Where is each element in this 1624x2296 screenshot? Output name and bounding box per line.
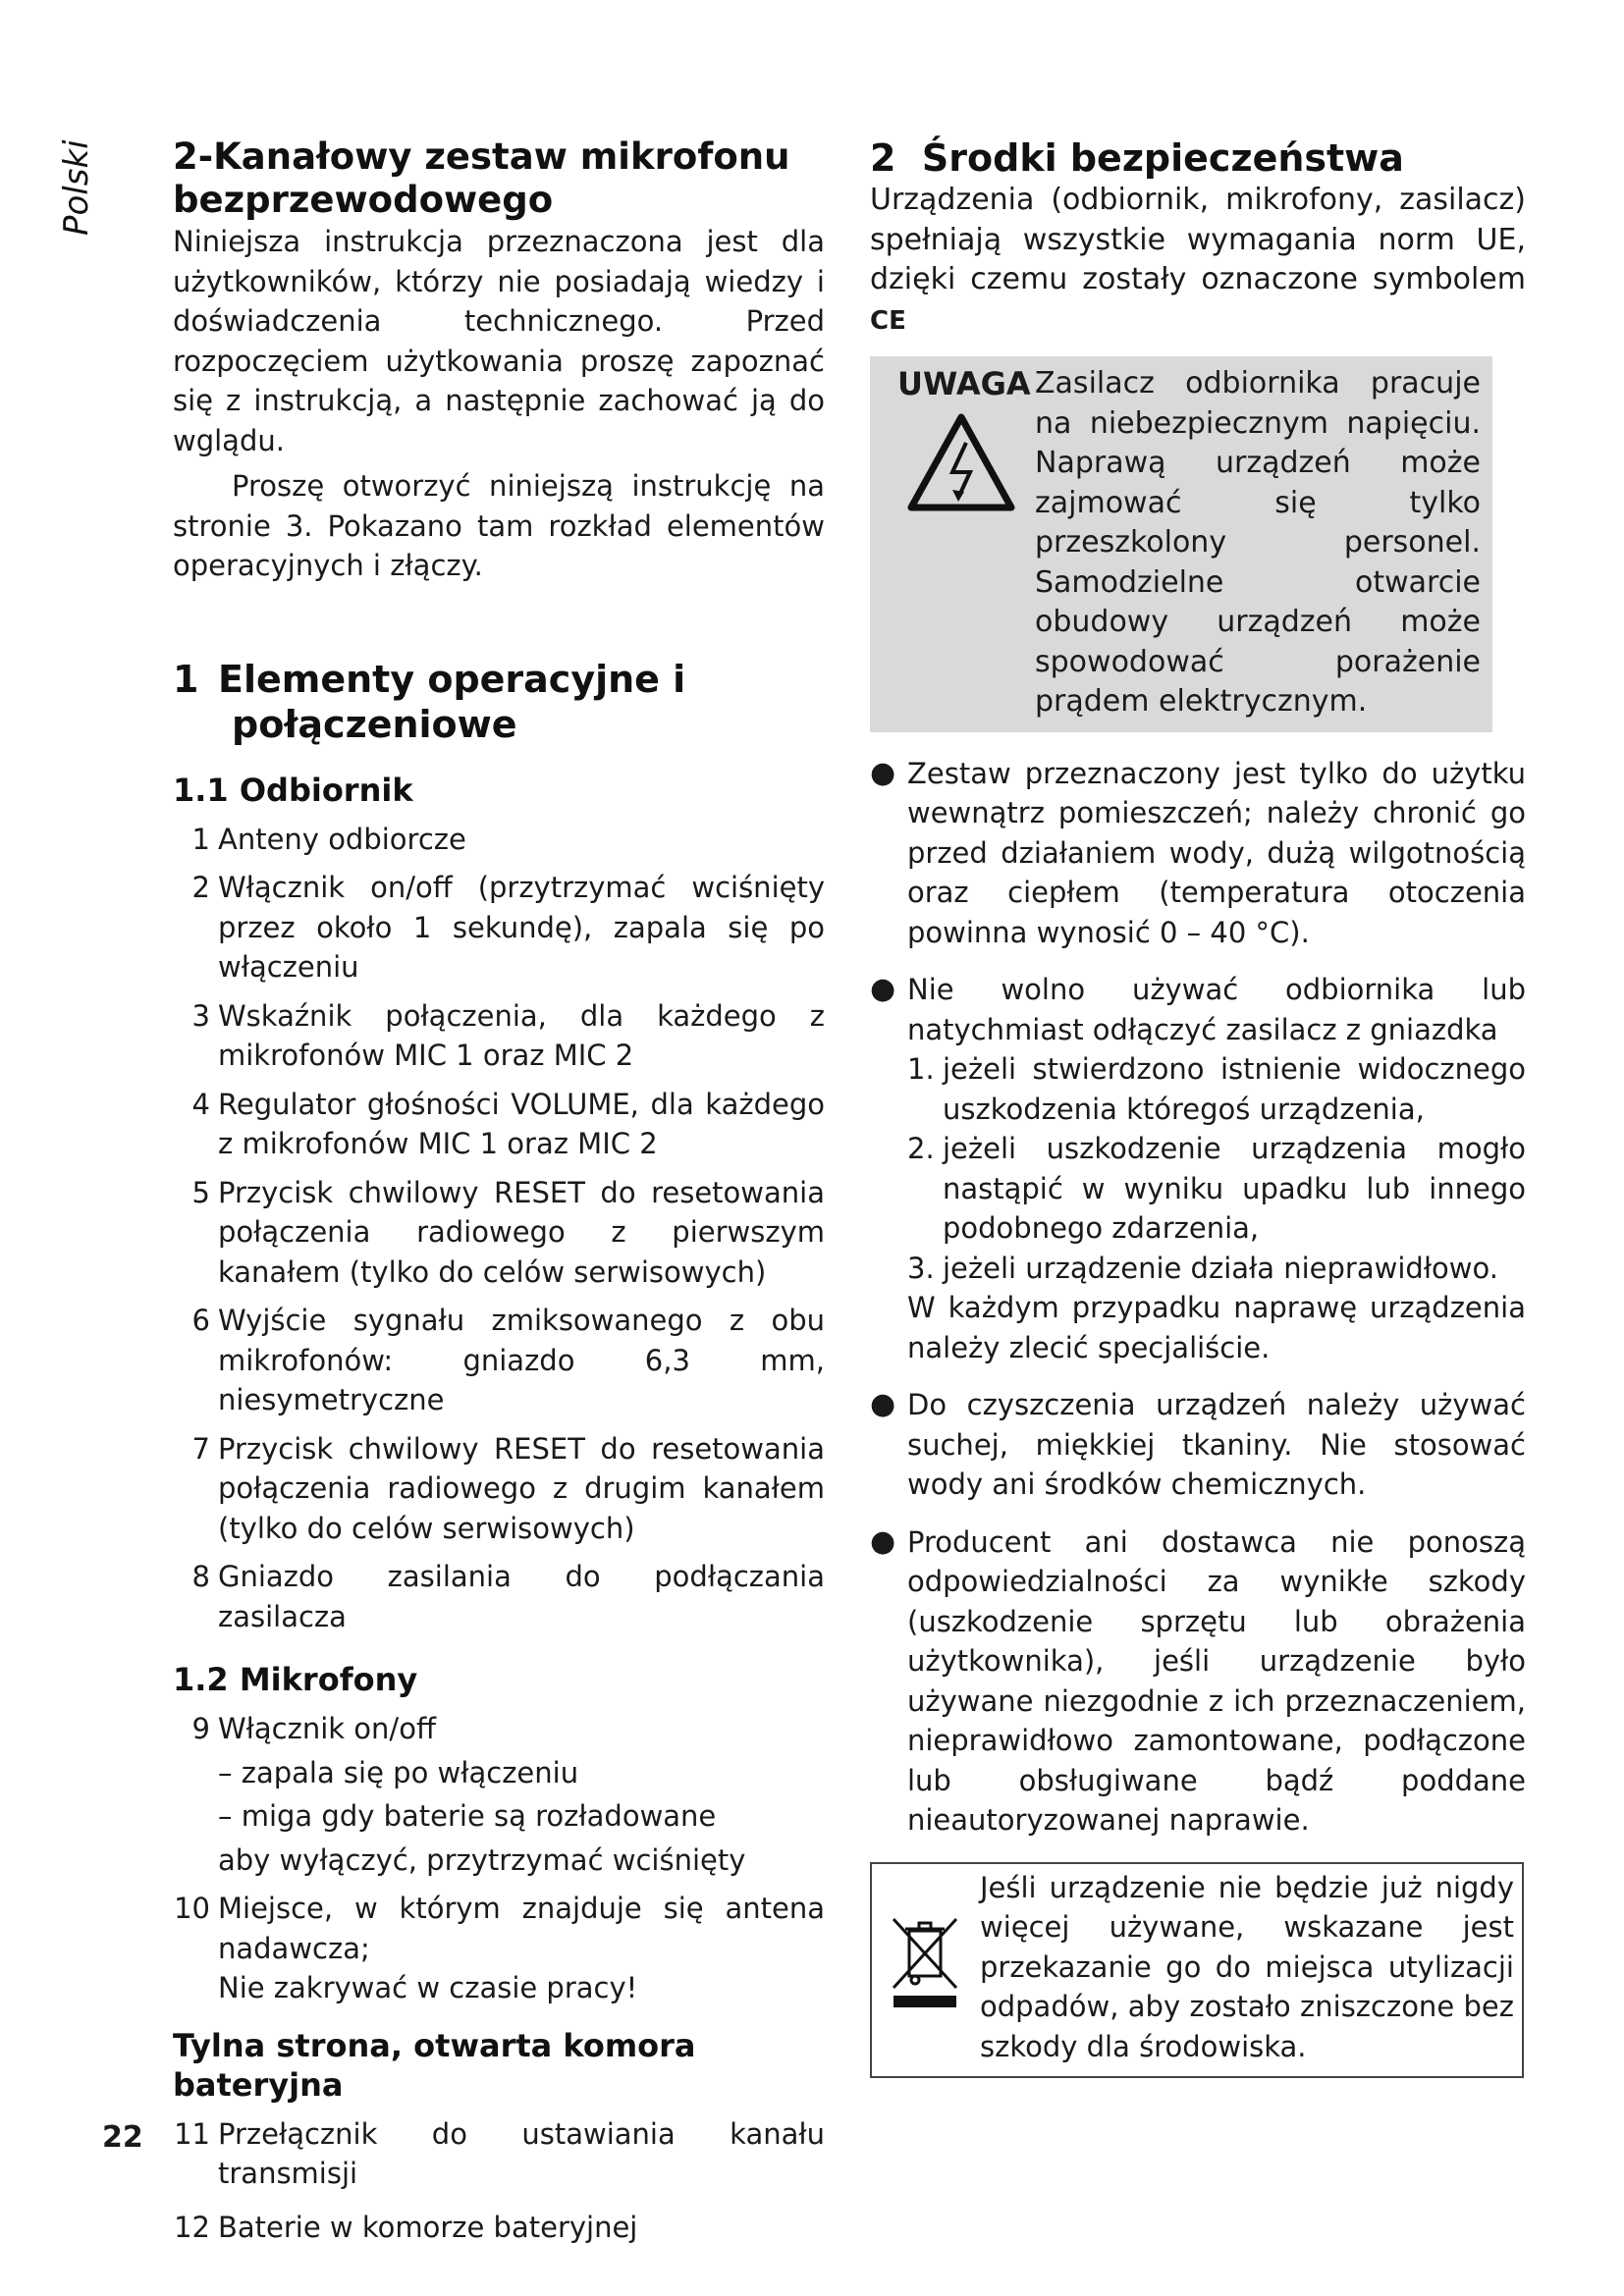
mic-item9-line2: – zapala się po włączeniu — [218, 1755, 579, 1789]
safety-bullet-1 — [870, 754, 1526, 953]
section2-intro-text: Urządzenia (odbiornik, mikrofony, zasilacz) spełniają wszystkie wymagania norm UE, dzięki czemu zostały oznaczone symbolem — [870, 183, 1526, 296]
page-number: 22 — [102, 2120, 143, 2155]
item-number: 8 — [191, 1560, 210, 1593]
right-column — [870, 135, 1526, 2078]
receiver-list — [173, 820, 825, 1637]
item-number: 4 — [191, 1087, 210, 1121]
item-number: 10 — [174, 1892, 210, 1925]
section1-number: 1 — [173, 657, 199, 701]
list-item — [173, 2208, 825, 2248]
item-text: Wskaźnik połączenia, dla każdego z mikrofonów MIC 1 oraz MIC 2 — [218, 998, 825, 1072]
section2-intro — [870, 181, 1526, 341]
sub-item-number: 1. — [907, 1052, 935, 1086]
item-number: 12 — [174, 2210, 210, 2244]
mic-item9-line4: aby wyłączyć, przytrzymać wciśnięty — [218, 1842, 746, 1877]
back-side-subtitle: Tylna strona, otwarta komora bateryjna — [173, 2026, 696, 2104]
warning-box — [870, 356, 1492, 732]
list-item — [173, 996, 825, 1076]
item-text: Anteny odbiorcze — [218, 822, 466, 856]
warning-left — [897, 364, 1035, 722]
item-text: Gniazdo zasilania do podłączania zasilacza — [218, 1560, 825, 1633]
bullet-text: Zestaw przeznaczony jest tylko do użytku wewnątrz pomieszczeń; należy chronić go przed działaniem wody, dużą wilgotnością oraz ciepłem (temperatura otoczenia powinna wynosić 0 – 40 °C). — [907, 756, 1526, 949]
list-item — [173, 2114, 825, 2194]
intro-paragraph-2: Proszę otworzyć niniejszą instrukcję na stronie 3. Pokazano tam rozkład elementów operacyjnych i złączy. — [173, 469, 825, 582]
safety-bullet-2 — [870, 970, 1526, 1367]
item-text: Przycisk chwilowy RESET do resetowania połączenia radiowego z drugim kanałem (tylko do celów serwisowych) — [218, 1431, 825, 1545]
mic-item10-line1: Miejsce, w którym znajduje się antena nadawcza; — [218, 1892, 825, 1965]
intro-title-line2: bezprzewodowego — [173, 179, 554, 221]
item-text: Regulator głośności VOLUME, dla każdego z mikrofonów MIC 1 oraz MIC 2 — [218, 1087, 825, 1160]
section2-title: 2 Środki bezpieczeństwa — [870, 136, 1404, 180]
list-item — [173, 1709, 825, 1880]
item-text — [218, 1889, 825, 2008]
item-text: Przycisk chwilowy RESET do resetowania połączenia radiowego z pierwszym kanałem (tylko do celów serwisowych) — [218, 1175, 825, 1289]
item-number: 2 — [191, 871, 210, 904]
language-side-label: Polski — [57, 139, 96, 236]
intro-title — [173, 135, 825, 222]
bullet-icon: ● — [870, 972, 896, 1006]
list-item — [173, 1557, 825, 1636]
bullet-text: Producent ani dostawca nie ponoszą odpowiedzialności za wynikłe szkody (uszkodzenie sprzętu lub obrażenia użytkownika), jeśli urządzenie było używane niezgodnie z ich przeznaczeniem, nieprawidłowo zamontowane, podłączone lub obsługiwane bądź poddane nieautoryzowanej naprawie. — [907, 1524, 1526, 1837]
item-number: 7 — [191, 1431, 210, 1466]
list-item — [173, 1301, 825, 1420]
microphones-subtitle: 1.2 Mikrofony — [173, 1661, 418, 1698]
disposal-notice-text: Jeśli urządzenie nie będzie już nigdy więcej używane, wskazane jest przekazanie go do miejsca utylizacji odpadów, aby zostało zniszczone bez szkody dla środowiska. — [980, 1870, 1514, 2063]
list-item — [173, 1429, 825, 1549]
list-item — [173, 820, 825, 860]
item-text: Włącznik on/off (przytrzymać wciśnięty przez około 1 sekundę), zapala się po włączeniu — [218, 871, 825, 984]
sub-item-number: 2. — [907, 1132, 935, 1165]
sub-item-number: 3. — [907, 1251, 935, 1285]
high-voltage-warning-icon — [907, 413, 1035, 515]
bullet-content — [907, 970, 1526, 1367]
disposal-notice-box — [870, 1862, 1524, 2079]
bullet2-sublist — [907, 1049, 1526, 1288]
section1-title-line1: Elementy operacyjne i — [218, 657, 686, 701]
item-text — [218, 1709, 825, 1880]
item-text: Przełącznik do ustawiania kanału transmisji — [218, 2116, 825, 2190]
item-number: 5 — [191, 1175, 210, 1209]
intro-paragraph-1: Niniejsza instrukcja przeznaczona jest dla użytkowników, którzy nie posiadają wiedzy i doświadczenia technicznego. Przed rozpoczęciem użytkowania proszę zapoznać się z instrukcją, a następnie zachować ją do wglądu. — [173, 225, 825, 457]
warning-text: Zasilacz odbiornika pracuje na niebezpiecznym napięciu. Naprawą urządzeń może zajmować się tylko przeszkolony personel. Samodzielne otwarcie obudowy urządzeń może spowodować porażenie prądem elektrycznym. — [1035, 366, 1481, 719]
mic-item10-line2: Nie zakrywać w czasie pracy! — [218, 1971, 638, 2004]
item-number: 6 — [191, 1304, 210, 1337]
sub-item-text: jeżeli stwierdzono istnienie widocznego uszkodzenia któregoś urządzenia, — [943, 1052, 1526, 1126]
mic-item9-line3: – miga gdy baterie są rozładowane — [218, 1799, 717, 1833]
bullet-icon: ● — [870, 755, 896, 790]
sub-item-text: jeżeli uszkodzenie urządzenia mogło nastąpić w wyniku upadku lub innego podobnego zdarzenia, — [943, 1132, 1526, 1245]
list-item — [907, 1129, 1526, 1249]
intro-title-line1: 2-Kanałowy zestaw mikrofonu — [173, 135, 790, 178]
sub-item-text: jeżeli urządzenie działa nieprawidłowo. — [943, 1251, 1498, 1285]
list-item — [907, 1249, 1526, 1289]
item-number: 9 — [191, 1712, 210, 1745]
bullet-icon: ● — [870, 1523, 896, 1559]
section1-title-line2: połączeniowe — [232, 702, 517, 746]
bullet2-outro: W każdym przypadku naprawę urządzenia należy zlecić specjaliście. — [907, 1291, 1526, 1364]
list-item — [173, 1173, 825, 1293]
item-number: 1 — [191, 822, 210, 856]
safety-bullet-4 — [870, 1522, 1526, 1841]
item-number: 11 — [174, 2116, 210, 2151]
list-item — [173, 868, 825, 988]
bullet-icon: ● — [870, 1387, 896, 1421]
safety-bullet-3 — [870, 1385, 1526, 1505]
bullet-text: Nie wolno używać odbiornika lub natychmiast odłączyć zasilacz z gniazdka — [907, 973, 1526, 1046]
warning-label: UWAGA — [897, 365, 1031, 402]
item-text: Wyjście sygnału zmiksowanego z obu mikrofonów: gniazdo 6,3 mm, niesymetryczne — [218, 1304, 825, 1416]
crossed-out-bin-icon — [886, 1868, 980, 2067]
list-item — [173, 1085, 825, 1164]
list-item — [173, 1889, 825, 2008]
mic-item9-line1: Włącznik on/off — [218, 1712, 436, 1745]
item-text: Baterie w komorze bateryjnej — [218, 2210, 638, 2244]
receiver-subtitle: 1.1 Odbiornik — [173, 771, 413, 809]
left-column — [173, 135, 825, 2256]
ce-mark: CE — [870, 305, 906, 336]
bullet-text: Do czyszczenia urządzeń należy używać suchej, miękkiej tkaniny. Nie stosować wody ani środków chemicznych. — [907, 1388, 1526, 1501]
section1-title — [173, 657, 825, 747]
item-number: 3 — [191, 998, 210, 1033]
list-item — [907, 1049, 1526, 1129]
